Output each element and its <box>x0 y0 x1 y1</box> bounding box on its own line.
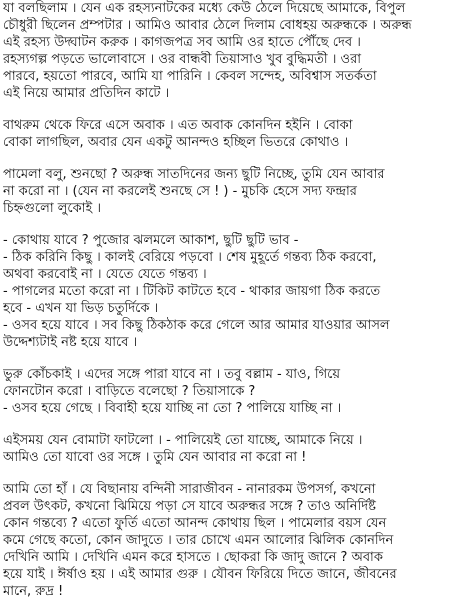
text-line: পারবে, হয়তো পারবে, আমি যা পারিনি । কেবল সন্দেহ, অবিশ্বাস সতর্কতা <box>3 69 377 84</box>
text-line: যা বলছিলাম । যেন এক রহস্যনাটকের মধ্যে কেউ ঠেলে দিয়েছে আমাকে, বিপুল <box>3 1 406 16</box>
text-line: বোকা লাগছিল, অবার যেন একটু আনন্দও হচ্ছিল ভিতরে কোথাও । <box>3 135 349 150</box>
text-line: - ঠিক করিনি কিছু । কালই বেরিয়ে পড়বো । শেষ মুহূর্তে গন্তব্য ঠিক করবো, <box>3 250 377 265</box>
text-line: - পাগলের মতো করো না । টিকিট কাটতে হবে - থাকার জায়গা ঠিক করতে <box>3 284 381 299</box>
text-line: এই নিয়ে আমার প্রতিদিন কাটে । <box>3 86 170 101</box>
text-line: ফোনটোন করো । বাড়িতে বলেছো ? তিয়াসাকে ? <box>3 384 256 399</box>
text-line: বাথরুম থেকে ফিরে এসে অবাক । এত অবাক কোনদিন হইনি । বোকা <box>3 118 353 133</box>
text-line: এই রহস্য উদ্ঘাটন করুক । কাগজপত্র সব আমি ওর হাতে পৌঁছে দেব । <box>3 35 361 50</box>
text-line: পামেলা বলু, শুনছো ? অরুন্ধ সাতদিনের জন্য ছুটি নিচ্ছে, তুমি যেন আবার <box>3 167 385 182</box>
text-line: চিহ্নগুলো লুকোই । <box>3 201 102 216</box>
paragraph-6 <box>3 432 452 466</box>
paragraph-spacer <box>3 102 452 117</box>
text-line: প্রবল উৎকট, কখনো ঝিমিয়ে পড়া সে যাবে অরুন্ধর সঙ্গে ? তাও অনির্দিষ্ট <box>3 499 376 514</box>
paragraph-1 <box>3 0 452 102</box>
text-line: - ওসব হয়ে যাবে । সব কিছু ঠিকঠাক করে গেলে আর আমার যাওয়ার আসল <box>3 318 390 333</box>
text-line: দেখিনি আমি । দেখিনি এমন করে হাসতে । ছোকরা কি জাদু জানে ? অবাক <box>3 550 383 565</box>
text-line: না করো না । (যেন না করলেই শুনছে সে ! ) - মুচকি হেসে সদ্য ফন্দ্রার <box>3 184 357 199</box>
paragraph-7 <box>3 481 452 600</box>
paragraph-spacer <box>3 151 452 166</box>
paragraph-spacer <box>3 417 452 432</box>
text-line: কোন গন্তব্যে ? এতো ফুর্তি এতো আনন্দ কোথায় ছিল । পামেলার বয়স যেন <box>3 516 387 531</box>
paragraph-4 <box>3 232 452 351</box>
text-line: ভুরু কোঁচকাই । এদের সঙ্গে পারা যাবে না । তবু বল্লাম - যাও, গিয়ে <box>3 367 340 382</box>
text-line: অথবা করবোই না । যেতে যেতে গন্তব্য । <box>3 267 207 282</box>
text-line: চৌধুরী ছিলেন প্রম্পটার । আমিও আবার ঠেলে দিলাম বোধহয় অরুন্ধকে । অরুন্ধ <box>3 18 412 33</box>
text-line: - কোথায় যাবে ? পুজোর ঝলমলে আকাশ, ছুটি ছুটি ভাব - <box>3 233 299 248</box>
text-line: আমি তো হাঁ । যে বিছানায় বন্দিনী সারাজীবন - নানারকম উপসর্গ, কখনো <box>3 482 376 497</box>
text-line: - ওসব হয়ে গেছে । বিবাহী হয়ে যাচ্ছি না তো ? পালিয়ে যাচ্ছি না । <box>3 401 342 416</box>
text-line: রহস্যগল্প পড়তে ভালোবাসে । ওর বান্ধবী তিয়াসাও খুব বুদ্ধিমতী । ওরা <box>3 52 362 67</box>
text-line: উদ্দেশ্যটাই নষ্ট হয়ে যাবে । <box>3 335 138 350</box>
text-line: কমে গেছে কতো, কোন জাদুতে । তার চোখে এমন আলোর ঝিলিক কোনদিন <box>3 533 394 548</box>
text-line: এইসময় যেন বোমাটা ফাটলো । - পালিয়েই তো যাচ্ছে, আমাকে নিয়ে । <box>3 433 363 448</box>
text-line: হবে - এখন যা ভিড় চতুর্দিকে । <box>3 301 159 316</box>
paragraph-spacer <box>3 217 452 232</box>
paragraph-spacer <box>3 351 452 366</box>
paragraph-5 <box>3 366 452 417</box>
paragraph-spacer <box>3 466 452 481</box>
text-line: মানে, রুদ্র ! <box>3 584 64 599</box>
paragraph-3 <box>3 166 452 217</box>
text-line: আমিও তো যাবো ওর সঙ্গে । তুমি যেন আবার না করো না ! <box>3 450 307 465</box>
paragraph-2 <box>3 117 452 151</box>
text-line: হয়ে যাই । ঈর্ষাও হয় । এই আমার গুরু । যৌবন ফিরিয়ে দিতে জানে, জীবনের <box>3 567 397 582</box>
